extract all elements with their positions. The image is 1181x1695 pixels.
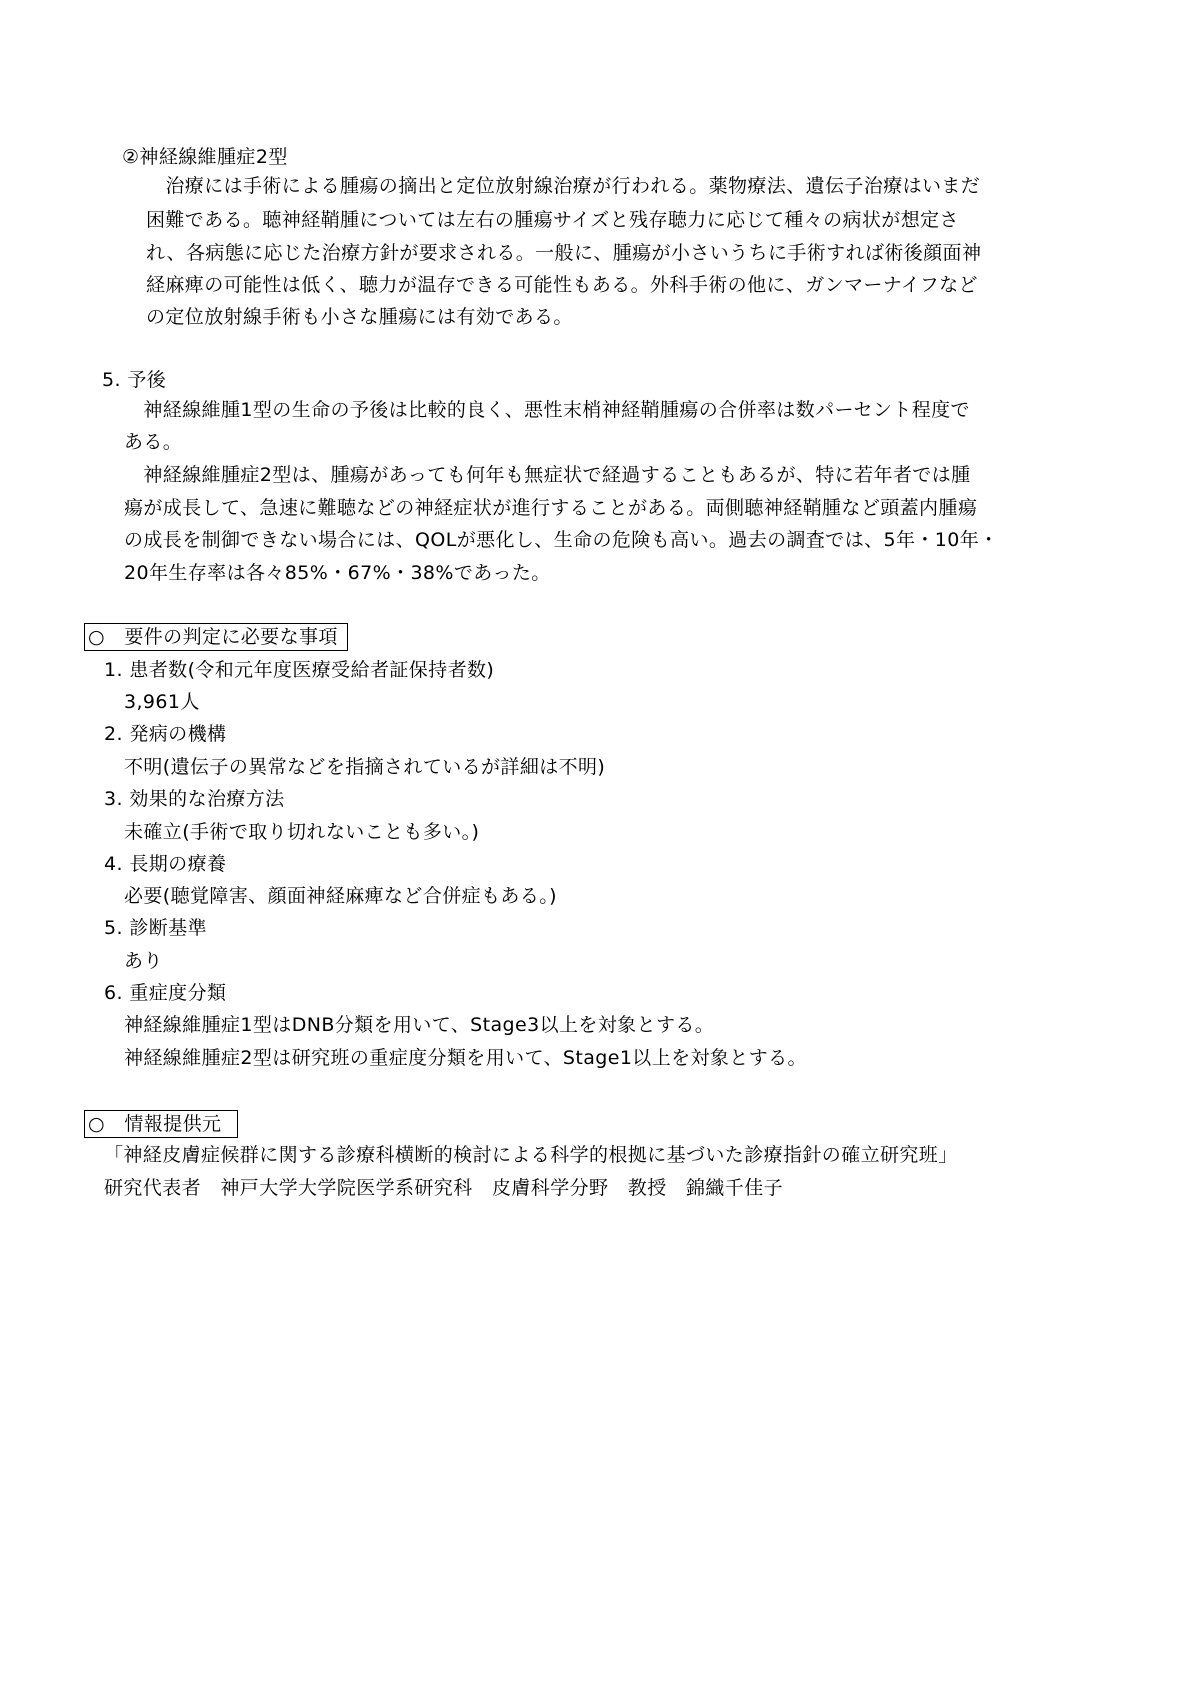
paragraph-line: れ、各病態に応じた治療方針が要求される。一般に、腫瘍が小さいうちに手術すれば術後顔面神 [146,242,982,264]
item-title: 6. 重症度分類 [104,982,227,1004]
item-body: 3,961人 [124,691,200,713]
paragraph-line: 困難である。聴神経鞘腫については左右の腫瘍サイズと残存聴力に応じて種々の病状が想定さ [146,209,959,231]
item-body: あり [124,950,163,972]
paragraph-line: 神経線維腫1型の生命の予後は比較的良く、悪性末梢神経鞘腫瘍の合併率は数パーセント程度で [124,399,970,421]
paragraph-line: 経麻痺の可能性は低く、聴力が温存できる可能性もある。外科手術の他に、ガンマーナイフなど [146,274,978,296]
paragraph-line: 神経線維腫症2型は、腫瘍があっても何年も無症状で経過することもあるが、特に若年者では腫 [124,464,971,486]
research-representative: 研究代表者 神戸大学大学院医学系研究科 皮膚科学分野 教授 錦織千佳子 [104,1177,784,1199]
paragraph-line: 瘍が成長して、急速に難聴などの神経症状が進行することがある。両側聴神経鞘腫など頭蓋内腫瘍 [124,497,978,519]
paragraph-line: の定位放射線手術も小さな腫瘍には有効である。 [146,306,573,328]
section-heading: ②神経線維腫症2型 [122,146,288,168]
paragraph-line: 治療には手術による腫瘍の摘出と定位放射線治療が行われる。薬物療法、遺伝子治療はいまだ [146,175,981,197]
research-group-name: 「神経皮膚症候群に関する診療科横断的検討による科学的根拠に基づいた診療指針の確立研究班」 [104,1144,958,1166]
paragraph-line: 20年生存率は各々85%・67%・38%であった。 [124,562,551,584]
item-title: 4. 長期の療養 [104,853,227,875]
item-body: 神経線維腫症2型は研究班の重症度分類を用いて、Stage1以上を対象とする。 [124,1047,807,1069]
item-title: 1. 患者数(令和元年度医療受給者証保持者数) [104,659,495,681]
item-body: 未確立(手術で取り切れないことも多い。) [124,821,480,843]
item-title: 2. 発病の機構 [104,723,227,745]
paragraph-line: ある。 [124,431,183,453]
item-body: 神経線維腫症1型はDNB分類を用いて、Stage3以上を対象とする。 [124,1014,715,1036]
section-heading: ○ 情報提供元 [88,1113,222,1135]
paragraph-line: の成長を制御できない場合には、QOLが悪化し、生命の危険も高い。過去の調査では、5年・10年・ [124,529,999,551]
item-body: 必要(聴覚障害、顔面神経麻痺など合併症もある。) [124,885,557,907]
item-title: 3. 効果的な治療方法 [104,788,285,810]
item-title: 5. 診断基準 [104,917,207,939]
item-body: 不明(遺伝子の異常などを指摘されているが詳細は不明) [124,756,606,778]
section-heading: ○ 要件の判定に必要な事項 [88,626,338,648]
section-heading: 5. 予後 [102,369,167,391]
